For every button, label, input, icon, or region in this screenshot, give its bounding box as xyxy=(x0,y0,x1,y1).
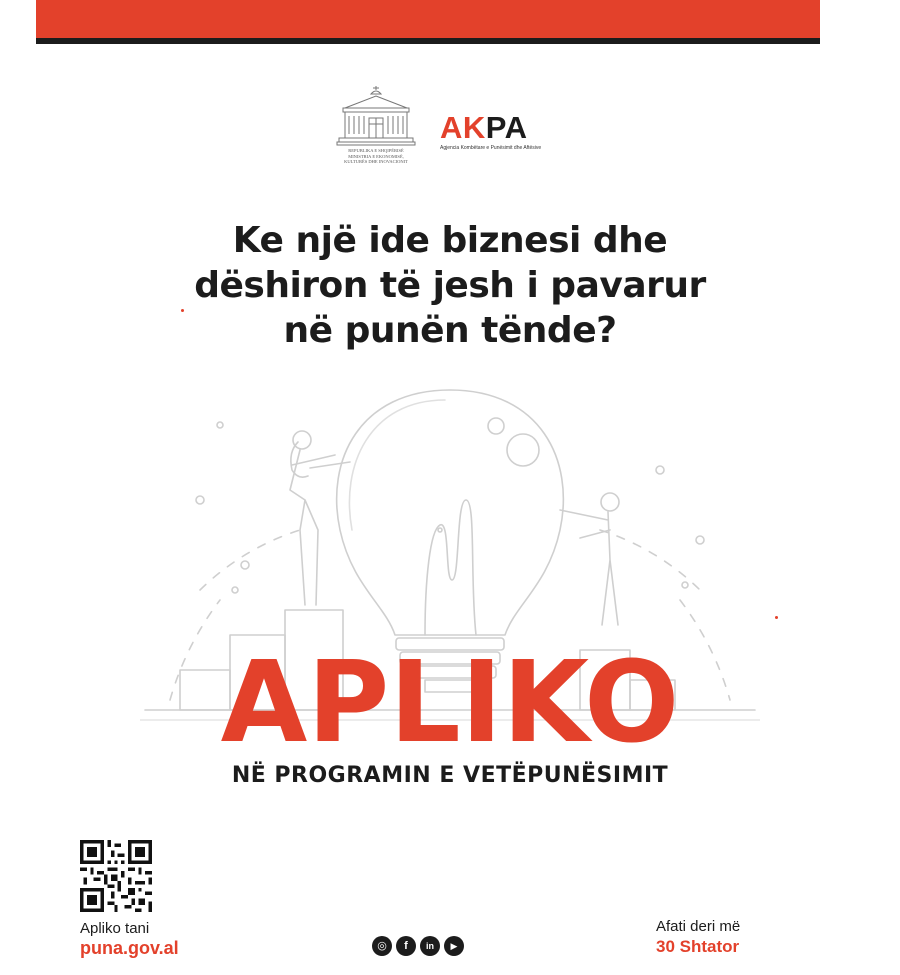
akpa-logo-red: AK xyxy=(440,110,486,145)
ministry-name-line3: KULTURËS DHE INOVACIONIT xyxy=(344,159,408,164)
decorative-dot xyxy=(181,309,184,312)
qr-code-icon xyxy=(80,840,152,912)
headline-line-2: dëshiron të jesh i pavarur xyxy=(194,265,706,306)
ministry-name-line1: REPUBLIKA E SHQIPËRISË xyxy=(348,148,404,153)
program-subtitle: NË PROGRAMIN E VETËPUNËSIMIT xyxy=(231,763,669,788)
akpa-logo xyxy=(440,112,570,154)
headline-line-1: Ke një ide biznesi dhe xyxy=(232,220,668,261)
header-red-bar xyxy=(36,0,820,38)
social-icons xyxy=(372,936,464,956)
headline xyxy=(150,218,750,353)
ministry-name-line2: MINISTRIA E EKONOMISË, xyxy=(348,153,404,159)
header-black-line xyxy=(36,38,820,44)
headline-line-3: në punën tënde? xyxy=(283,310,617,351)
deadline-date: 30 Shtator xyxy=(656,937,740,956)
akpa-logo-dark: PA xyxy=(485,110,528,145)
facebook-icon[interactable]: f xyxy=(396,936,416,956)
apply-title: APLIKO xyxy=(220,638,680,768)
ministry-logo xyxy=(335,82,417,172)
deadline-label: Afati deri më xyxy=(656,918,741,935)
government-building-icon xyxy=(335,82,417,148)
apply-url-link[interactable]: puna.gov.al xyxy=(80,938,179,958)
youtube-icon[interactable]: ▶ xyxy=(444,936,464,956)
linkedin-icon[interactable]: in xyxy=(420,936,440,956)
akpa-tagline: Agjencia Kombëtare e Punësimit dhe Aftësive xyxy=(440,145,542,151)
decorative-dot xyxy=(775,616,778,619)
instagram-icon[interactable]: ◎ xyxy=(372,936,392,956)
apply-now-label: Apliko tani xyxy=(80,920,150,937)
